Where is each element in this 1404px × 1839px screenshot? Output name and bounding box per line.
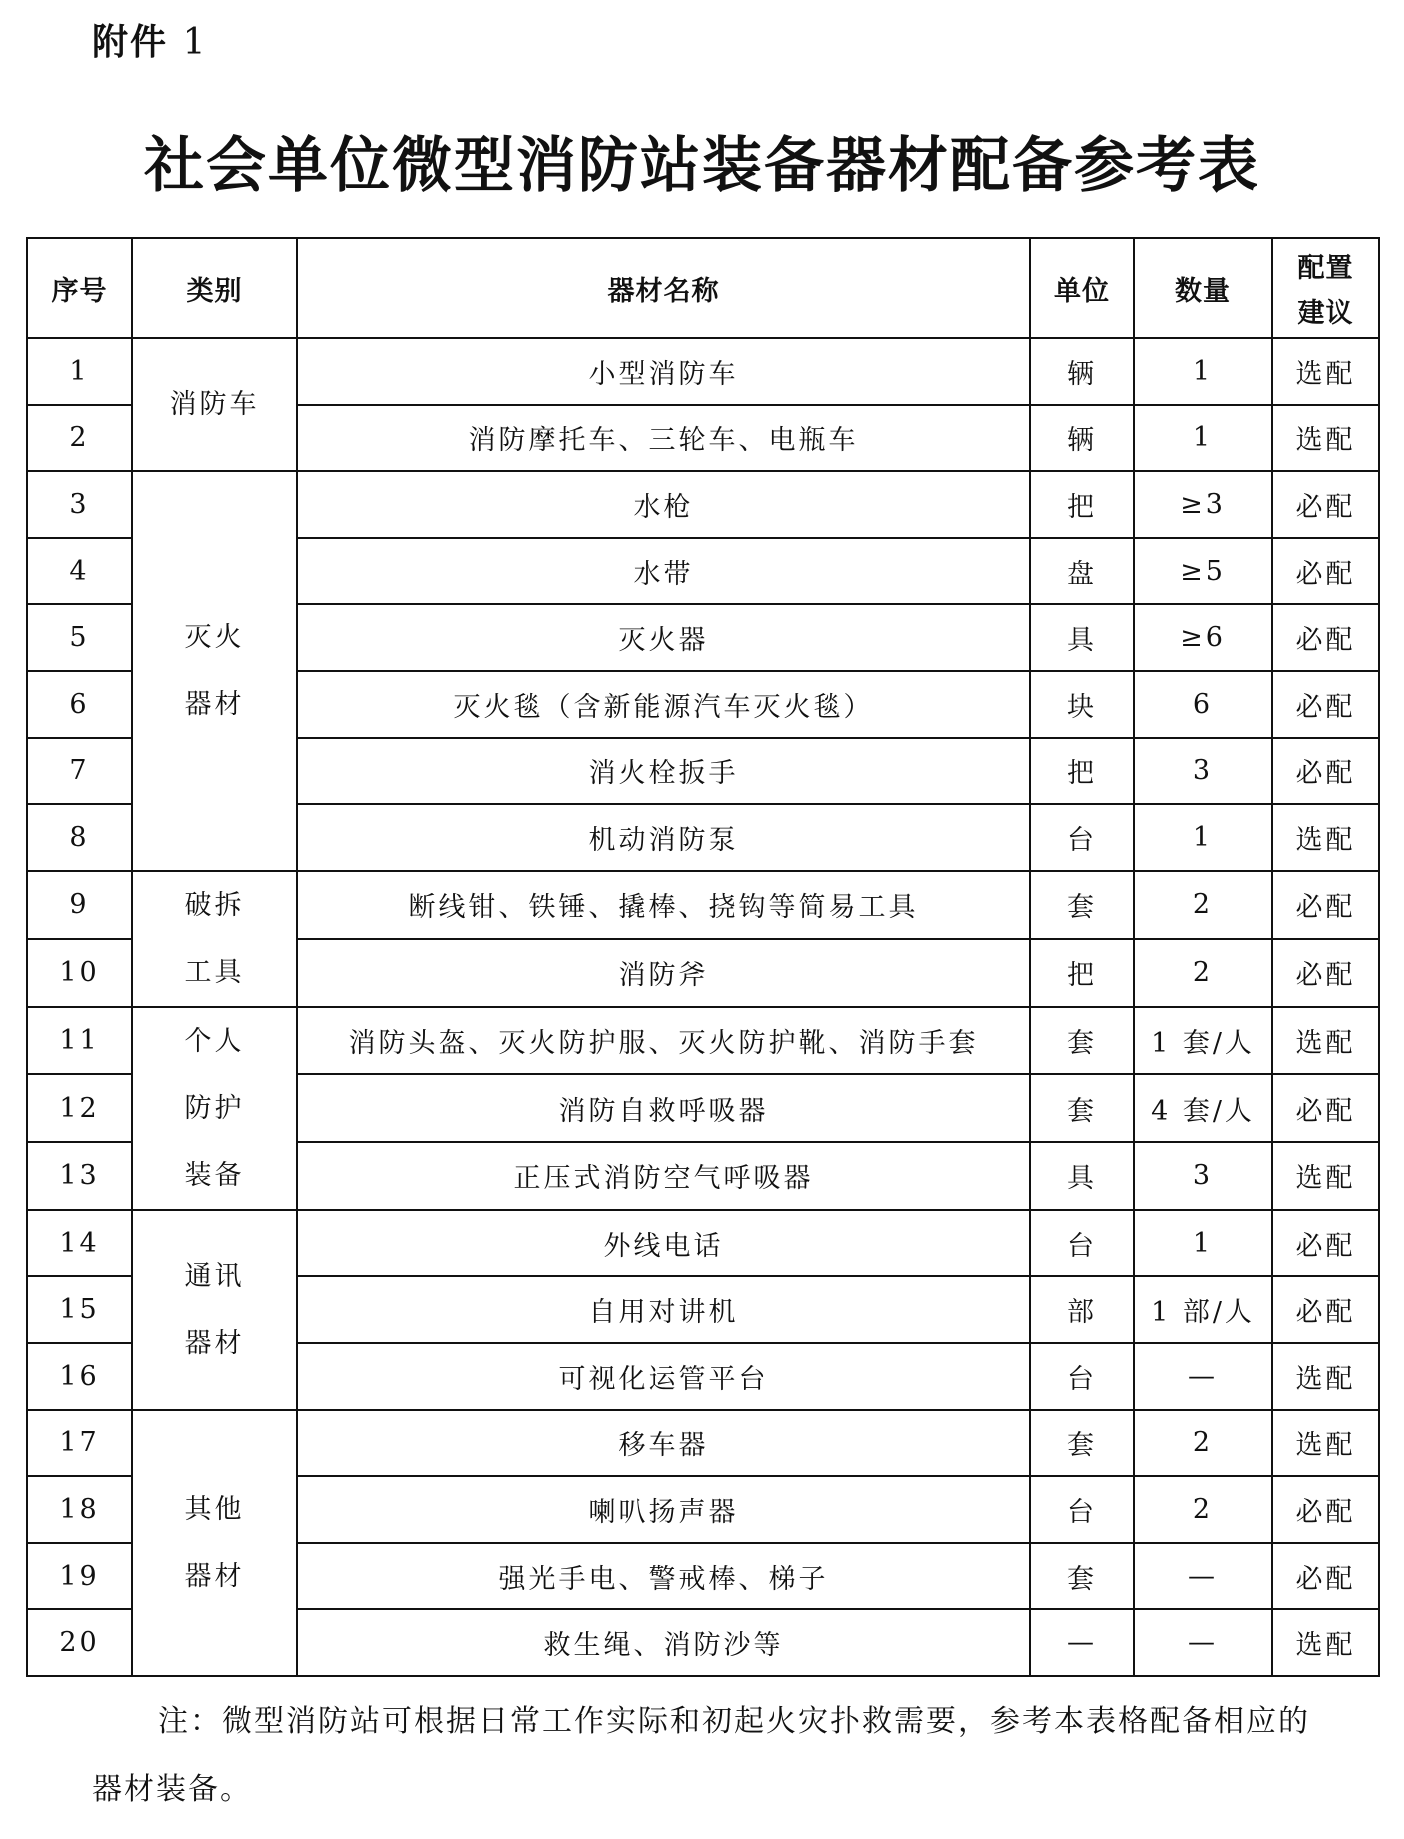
row-qty: 2 bbox=[1134, 939, 1272, 1007]
row-qty: 2 bbox=[1134, 1476, 1272, 1543]
header-category: 类别 bbox=[132, 238, 297, 338]
row-unit: 具 bbox=[1030, 1142, 1134, 1210]
category-line: 工具 bbox=[184, 956, 245, 988]
row-qty: 1 部/人 bbox=[1134, 1276, 1272, 1343]
row-qty: 1 bbox=[1134, 405, 1272, 472]
row-suggest: 必配 bbox=[1272, 1276, 1379, 1343]
table-row bbox=[27, 1210, 1379, 1277]
category-line: 器材 bbox=[184, 1560, 245, 1592]
category-line: 器材 bbox=[184, 688, 245, 720]
header-unit: 单位 bbox=[1030, 238, 1134, 338]
row-unit: 辆 bbox=[1030, 405, 1134, 472]
row-name: 强光手电、警戒棒、梯子 bbox=[297, 1543, 1030, 1610]
row-name: 可视化运管平台 bbox=[297, 1343, 1030, 1410]
table-row bbox=[27, 1410, 1379, 1477]
row-suggest: 选配 bbox=[1272, 1410, 1379, 1477]
row-unit: 套 bbox=[1030, 871, 1134, 939]
header-seq: 序号 bbox=[27, 238, 132, 338]
row-name: 机动消防泵 bbox=[297, 804, 1030, 871]
row-unit: 套 bbox=[1030, 1543, 1134, 1610]
category-line: 灭火 bbox=[184, 621, 245, 653]
row-seq: 10 bbox=[27, 939, 132, 1007]
row-seq: 13 bbox=[27, 1142, 132, 1210]
row-name: 正压式消防空气呼吸器 bbox=[297, 1142, 1030, 1210]
table-body bbox=[27, 338, 1379, 1676]
row-qty: ≥5 bbox=[1134, 538, 1272, 605]
row-qty: 1 bbox=[1134, 1210, 1272, 1277]
row-suggest: 选配 bbox=[1272, 804, 1379, 871]
category-cell bbox=[132, 1210, 297, 1410]
category-line: 防护 bbox=[184, 1092, 245, 1124]
row-name: 小型消防车 bbox=[297, 338, 1030, 405]
row-name: 灭火毯（含新能源汽车灭火毯） bbox=[297, 671, 1030, 738]
row-suggest: 选配 bbox=[1272, 1007, 1379, 1075]
row-qty: — bbox=[1134, 1609, 1272, 1676]
row-unit: 把 bbox=[1030, 738, 1134, 805]
row-seq: 2 bbox=[27, 405, 132, 472]
row-seq: 5 bbox=[27, 604, 132, 671]
row-name: 水带 bbox=[297, 538, 1030, 605]
row-suggest: 选配 bbox=[1272, 1609, 1379, 1676]
row-unit: 套 bbox=[1030, 1074, 1134, 1142]
category-cell bbox=[132, 1410, 297, 1676]
row-name: 外线电话 bbox=[297, 1210, 1030, 1277]
row-qty: 2 bbox=[1134, 1410, 1272, 1477]
category-cell bbox=[132, 1007, 297, 1210]
row-unit: 台 bbox=[1030, 804, 1134, 871]
row-seq: 15 bbox=[27, 1276, 132, 1343]
row-qty: 3 bbox=[1134, 1142, 1272, 1210]
row-seq: 3 bbox=[27, 471, 132, 538]
row-name: 消火栓扳手 bbox=[297, 738, 1030, 805]
category-line: 装备 bbox=[184, 1159, 245, 1191]
category-cell bbox=[132, 338, 297, 471]
row-name: 自用对讲机 bbox=[297, 1276, 1030, 1343]
row-seq: 17 bbox=[27, 1410, 132, 1477]
row-unit: 套 bbox=[1030, 1410, 1134, 1477]
row-qty: — bbox=[1134, 1343, 1272, 1410]
equipment-table bbox=[26, 237, 1380, 1677]
category-line: 器材 bbox=[184, 1327, 245, 1359]
row-unit: 具 bbox=[1030, 604, 1134, 671]
row-suggest: 必配 bbox=[1272, 604, 1379, 671]
header-suggest-line2: 建议 bbox=[1297, 298, 1354, 329]
row-qty: 1 bbox=[1134, 804, 1272, 871]
footnote: 注：微型消防站可根据日常工作实际和初起火灾扑救需要，参考本表格配备相应的器材装备。 bbox=[92, 1704, 1310, 1807]
row-name: 消防自救呼吸器 bbox=[297, 1074, 1030, 1142]
row-name: 断线钳、铁锤、撬棒、挠钩等简易工具 bbox=[297, 871, 1030, 939]
row-seq: 1 bbox=[27, 338, 132, 405]
row-seq: 20 bbox=[27, 1609, 132, 1676]
category-line: 消防车 bbox=[169, 389, 260, 421]
row-qty: 6 bbox=[1134, 671, 1272, 738]
table-row bbox=[27, 338, 1379, 405]
row-name: 喇叭扬声器 bbox=[297, 1476, 1030, 1543]
row-unit: 把 bbox=[1030, 939, 1134, 1007]
header-qty: 数量 bbox=[1134, 238, 1272, 338]
row-suggest: 必配 bbox=[1272, 1543, 1379, 1610]
table-row bbox=[27, 471, 1379, 538]
row-name: 移车器 bbox=[297, 1410, 1030, 1477]
row-suggest: 必配 bbox=[1272, 538, 1379, 605]
row-suggest: 必配 bbox=[1272, 871, 1379, 939]
table-header-row bbox=[27, 238, 1379, 338]
row-suggest: 必配 bbox=[1272, 1074, 1379, 1142]
row-unit: 块 bbox=[1030, 671, 1134, 738]
row-unit: — bbox=[1030, 1609, 1134, 1676]
attachment-text: 附件 bbox=[92, 22, 169, 63]
row-seq: 18 bbox=[27, 1476, 132, 1543]
row-qty: 3 bbox=[1134, 738, 1272, 805]
row-unit: 部 bbox=[1030, 1276, 1134, 1343]
row-suggest: 选配 bbox=[1272, 405, 1379, 472]
row-unit: 把 bbox=[1030, 471, 1134, 538]
row-qty: 4 套/人 bbox=[1134, 1074, 1272, 1142]
category-line: 其他 bbox=[184, 1493, 245, 1525]
row-unit: 套 bbox=[1030, 1007, 1134, 1075]
row-name: 消防斧 bbox=[297, 939, 1030, 1007]
row-qty: ≥6 bbox=[1134, 604, 1272, 671]
row-seq: 9 bbox=[27, 871, 132, 939]
row-name: 消防摩托车、三轮车、电瓶车 bbox=[297, 405, 1030, 472]
row-unit: 台 bbox=[1030, 1343, 1134, 1410]
row-suggest: 必配 bbox=[1272, 471, 1379, 538]
table-row bbox=[27, 871, 1379, 939]
row-seq: 14 bbox=[27, 1210, 132, 1277]
row-seq: 19 bbox=[27, 1543, 132, 1610]
table-row bbox=[27, 1007, 1379, 1075]
row-suggest: 选配 bbox=[1272, 1343, 1379, 1410]
attachment-number: 1 bbox=[182, 22, 208, 63]
row-seq: 12 bbox=[27, 1074, 132, 1142]
row-suggest: 必配 bbox=[1272, 738, 1379, 805]
row-name: 灭火器 bbox=[297, 604, 1030, 671]
category-line: 个人 bbox=[184, 1025, 245, 1057]
row-qty: ≥3 bbox=[1134, 471, 1272, 538]
page-title: 社会单位微型消防站装备器材配备参考表 bbox=[144, 131, 1260, 201]
row-qty: — bbox=[1134, 1543, 1272, 1610]
row-suggest: 选配 bbox=[1272, 1142, 1379, 1210]
row-unit: 辆 bbox=[1030, 338, 1134, 405]
row-seq: 8 bbox=[27, 804, 132, 871]
row-suggest: 必配 bbox=[1272, 1210, 1379, 1277]
row-name: 消防头盔、灭火防护服、灭火防护靴、消防手套 bbox=[297, 1007, 1030, 1075]
header-suggest bbox=[1272, 238, 1379, 338]
row-qty: 1 套/人 bbox=[1134, 1007, 1272, 1075]
row-seq: 7 bbox=[27, 738, 132, 805]
header-suggest-line1: 配置 bbox=[1297, 253, 1354, 284]
attachment-label bbox=[92, 14, 207, 65]
row-unit: 盘 bbox=[1030, 538, 1134, 605]
category-cell bbox=[132, 871, 297, 1007]
row-seq: 4 bbox=[27, 538, 132, 605]
row-unit: 台 bbox=[1030, 1210, 1134, 1277]
category-line: 通讯 bbox=[184, 1260, 245, 1292]
row-seq: 16 bbox=[27, 1343, 132, 1410]
row-seq: 6 bbox=[27, 671, 132, 738]
row-suggest: 必配 bbox=[1272, 671, 1379, 738]
row-qty: 1 bbox=[1134, 338, 1272, 405]
row-suggest: 必配 bbox=[1272, 1476, 1379, 1543]
row-seq: 11 bbox=[27, 1007, 132, 1075]
row-name: 救生绳、消防沙等 bbox=[297, 1609, 1030, 1676]
row-unit: 台 bbox=[1030, 1476, 1134, 1543]
row-name: 水枪 bbox=[297, 471, 1030, 538]
row-suggest: 选配 bbox=[1272, 338, 1379, 405]
row-suggest: 必配 bbox=[1272, 939, 1379, 1007]
category-cell bbox=[132, 471, 297, 871]
row-qty: 2 bbox=[1134, 871, 1272, 939]
category-line: 破拆 bbox=[184, 889, 245, 921]
header-name: 器材名称 bbox=[297, 238, 1030, 338]
